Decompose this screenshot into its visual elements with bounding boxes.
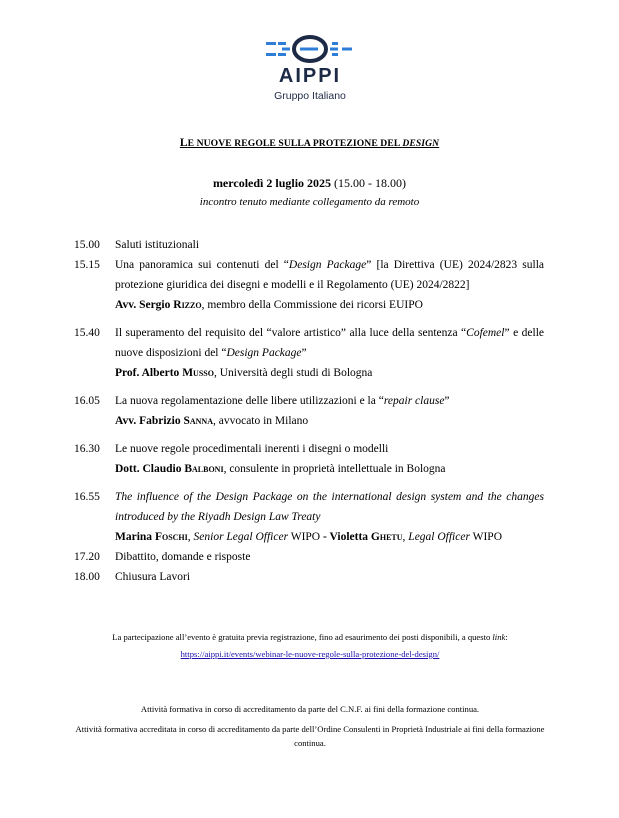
agenda-text: Le nuove regole procedimentali inerenti i disegni o modelli bbox=[115, 443, 389, 455]
agenda-item bbox=[74, 547, 544, 567]
agenda-time: 18.00 bbox=[74, 571, 100, 583]
agenda-time: 17.20 bbox=[74, 551, 100, 563]
agenda-text: Il superamento del requisito del “valore artistico” alla luce della sentenza “Cofemel” e delle nuove disposizioni del “Design Package” bbox=[115, 327, 544, 359]
agenda-text: Chiusura Lavori bbox=[115, 571, 191, 583]
agenda-item bbox=[74, 235, 544, 255]
agenda-speaker: Prof. Alberto Musso, Università degli studi di Bologna bbox=[115, 367, 373, 379]
agenda-speaker: Dott. Claudio Balboni, consulente in proprietà intellettuale in Bologna bbox=[115, 463, 446, 475]
agenda-time: 15.15 bbox=[74, 259, 100, 271]
document-title: LE NUOVE REGOLE SULLA PROTEZIONE DEL DESIGN bbox=[179, 137, 440, 149]
agenda-speaker: Marina Foschi, Senior Legal Officer WIPO - Violetta Ghetu, Legal Officer WIPO bbox=[115, 531, 503, 543]
logo-wordmark: AIPPI bbox=[278, 65, 342, 87]
remote-note: incontro tenuto mediante collegamento da remoto bbox=[199, 196, 420, 208]
agenda-time: 16.05 bbox=[74, 395, 100, 407]
agenda-text: The influence of the Design Package on the international design system and the changes introduced by the Riyadh Design Law Treaty bbox=[115, 491, 544, 523]
agenda-time: 15.40 bbox=[74, 327, 100, 339]
event-date: mercoledì 2 luglio 2025 (15.00 - 18.00) bbox=[212, 176, 407, 190]
logo-subtitle: Gruppo Italiano bbox=[274, 90, 346, 102]
agenda-item bbox=[74, 567, 544, 587]
registration-note: La partecipazione all’evento è gratuita previa registrazione, fino ad esaurimento dei posti disponibili, a questo link: https://aippi.it/events/webinar-le-nuove-regole-sulla-protezione-del-design/ bbox=[70, 630, 550, 661]
agenda-text: Una panoramica sui contenuti del “Design Package” [la Direttiva (UE) 2024/2823 sulla protezione giuridica dei disegni e modelli e il Regolamento (UE) 2024/2822] bbox=[115, 259, 545, 291]
agenda-time: 15.00 bbox=[74, 239, 100, 251]
agenda bbox=[74, 235, 544, 587]
registration-link[interactable]: https://aippi.it/events/webinar-le-nuove-regole-sulla-protezione-del-design/ bbox=[180, 649, 440, 659]
agenda-speaker: Avv. Fabrizio Sanna, avvocato in Milano bbox=[115, 415, 309, 427]
agenda-text: Dibattito, domande e risposte bbox=[115, 551, 251, 563]
agenda-time: 16.55 bbox=[74, 491, 100, 503]
agenda-item bbox=[74, 391, 544, 431]
agenda-time: 16.30 bbox=[74, 443, 100, 455]
aippi-emblem-icon bbox=[264, 34, 356, 64]
agenda-text: Saluti istituzionali bbox=[115, 239, 200, 251]
agenda-item bbox=[74, 323, 544, 383]
agenda-item bbox=[74, 439, 544, 479]
agenda-item bbox=[74, 255, 544, 315]
agenda-text: La nuova regolamentazione delle libere utilizzazioni e la “repair clause” bbox=[115, 395, 450, 407]
cnf-accreditation-note: Attività formativa in corso di accreditamento da parte del C.N.F. ai fini della formazione continua. bbox=[140, 704, 480, 714]
ordine-accreditation-note: Attività formativa accreditata in corso di accreditamento da parte dell’Ordine Consulenti in Proprietà Industriale ai fini della formazione continua. bbox=[75, 724, 545, 748]
agenda-item bbox=[74, 487, 544, 547]
agenda-speaker: Avv. Sergio Rizzo, membro della Commissione dei ricorsi EUIPO bbox=[115, 299, 423, 311]
aippi-logo bbox=[258, 34, 362, 106]
